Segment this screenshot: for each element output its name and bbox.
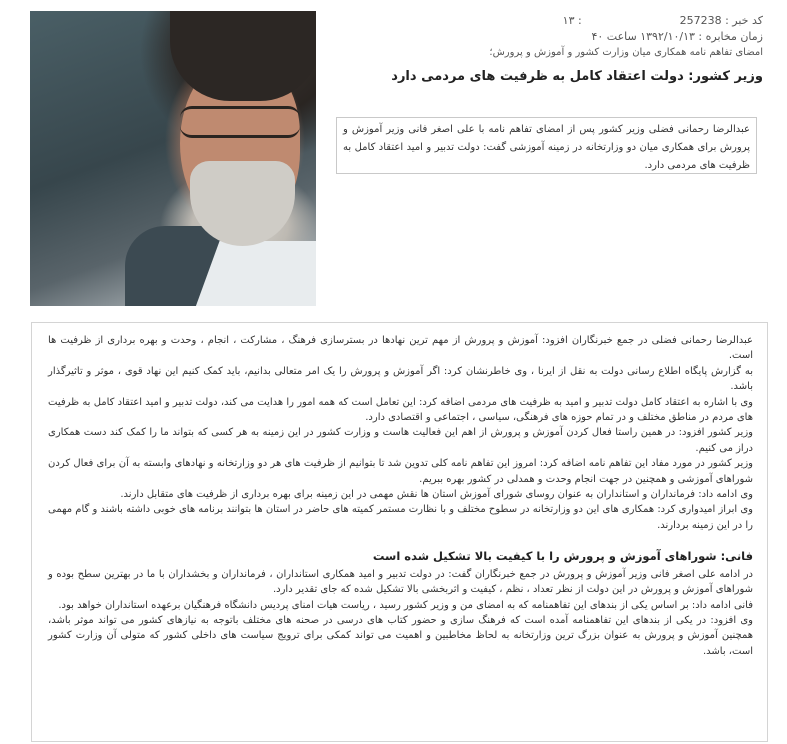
- body-paragraph: وی ابراز امیدواری کرد: همکاری های این دو وزارتخانه در سطوح مختلف و با نظارت مستمر کمیته های حاضر در استان ها بتوانند برنامه های خوبی داشته باشند و گام مهمی را در این زمینه بردارند.: [48, 504, 753, 531]
- body-paragraph: فانی ادامه داد: بر اساس یکی از بندهای این تفاهمنامه که به امضای من و وزیر کشور رسید ، ریاست هیات امنای پردیس دانشگاه فرهنگیان برعهده استانداران خواهد بود.: [58, 599, 753, 611]
- news-time-fragment: : ۱۳: [562, 14, 582, 27]
- news-code-value: 257238: [679, 14, 722, 27]
- body-paragraph: به گزارش پایگاه اطلاع رسانی دولت به نقل از ایرنا ، وی خاطرنشان کرد: اگر آموزش و پرورش را یک امر متعالی بدانیم، باید کمک کنیم این نهاد قوی ، موثر و تاثیرگذار باشد.: [48, 365, 753, 393]
- news-code-label: کد خبر :: [725, 14, 763, 27]
- news-body: [31, 322, 768, 742]
- body-paragraph: وزیر کشور در مورد مفاد این تفاهم نامه اضافه کرد: امروز این تفاهم نامه کلی تدوین شد تا بتوانیم از ظرفیت های هر دو وزارتخانه و نهادهای وابسته به آن برای فعال کردن شوراهای آموزشی و همچنین در جهت انجام وحدت و همدلی در کشور بهره ببریم.: [48, 458, 753, 485]
- body-paragraph: وزیر کشور افزود: در همین راستا فعال کردن آموزش و پرورش از اهم این فعالیت هاست و وزارت کشور در این زمینه به هر کسی که بتواند ما را کمک کند دست همکاری دراز می کنیم.: [48, 427, 753, 454]
- body-paragraph: وی ادامه داد: فرمانداران و استانداران به عنوان روسای شورای آموزش استان ها نقش مهمی در این زمینه برای بهره برداری از ظرفیت های متقابل دارند.: [120, 489, 753, 501]
- minister-photo: [30, 11, 316, 306]
- news-headline: وزیر کشور: دولت اعتقاد کامل به ظرفیت های مردمی دارد: [391, 69, 763, 84]
- news-code-line: [433, 13, 763, 29]
- news-meta: [433, 13, 763, 61]
- body-paragraph: وی با اشاره به اعتقاد کامل دولت تدبیر و امید به ظرفیت های مردمی اضافه کرد: این تعامل است که همه امور را هدایت می کند، دولت تدبیر و امید اعتقاد کامل به ظرفیت های مردم در مناطق مختلف و در تمام حوزه های فرهنگی، سیاسی ، اجتماعی و اقتصادی دارد.: [48, 396, 753, 424]
- news-date-line: زمان مخابره : ۱۳۹۲/۱۰/۱۳ ساعت ۴۰: [591, 30, 763, 43]
- body-paragraph: عبدالرضا رحمانی فضلی در جمع خبرنگاران افزود: آموزش و پرورش از مهم ترین نهادها در بسترسازی فرهنگ ، مشارکت ، انجام ، وحدت و بهره برداری از ظرفیت ها است.: [48, 335, 753, 362]
- body-paragraph: در ادامه علی اصغر فانی وزیر آموزش و پرورش در جمع خبرنگاران گفت: در دولت تدبیر و امید همکاری استانداران ، فرمانداران و بخشداران با ما در بهترین سطح بوده و شوراهای آموزش و پرورش در این دولت از نظر تعداد ، نظم ، کیفیت و اثربخشی بالا تشکیل شده که جای تقدیر دارد.: [48, 568, 753, 596]
- body-subheading: فانی: شوراهای آموزش و پرورش را با کیفیت بالا تشکیل شده است: [372, 549, 753, 564]
- news-summary: عبدالرضا رحمانی فضلی وزیر کشور پس از امضای تفاهم نامه با علی اصغر فانی وزیر آموزش و پرورش برای همکاری میان دو وزارتخانه در زمینه آموزشی گفت: دولت تدبیر و امید اعتقاد کامل به ظرفیت های مردمی دارد.: [336, 117, 757, 174]
- body-paragraph: وی افزود: در یکی از بندهای این تفاهمنامه آمده است که فرهنگ سازی و حضور کتاب های درسی در صحنه های مختلف باتوجه به نیازهای کشور می تواند موثر باشد، همچنین آموزش و پرورش به عنوان بزرگ ترین وزارتخانه به لحاظ مخاطبین و اهمیت می تواند کمکی برای ترویج سیاست های داخلی کشور که متولی آن وزارت کشور است، باشد.: [48, 614, 753, 657]
- news-subtitle: امضای تفاهم نامه همکاری میان وزارت کشور و آموزش و پرورش؛: [489, 47, 763, 58]
